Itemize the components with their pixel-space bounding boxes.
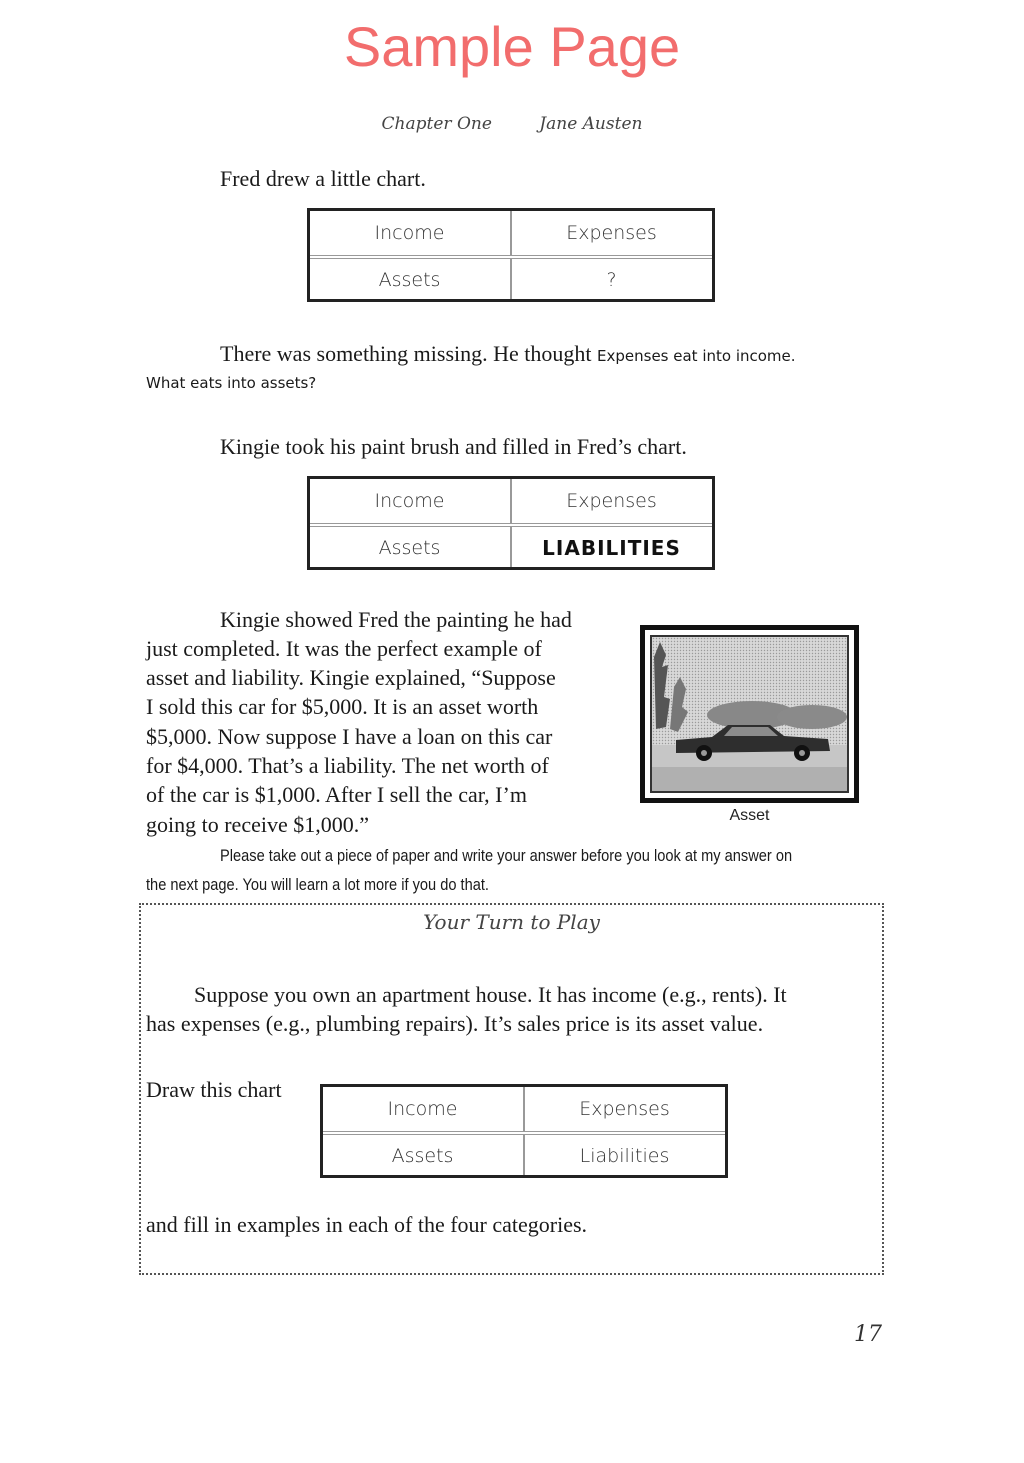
paragraph-kingie-paint: Kingie took his paint brush and filled in Fred’s chart.: [220, 434, 687, 459]
running-head: [0, 114, 1024, 134]
chart-kingie: [307, 476, 715, 570]
chart-cell-income: Income: [387, 1098, 458, 1120]
chapter-label: Chapter One: [381, 114, 492, 134]
your-turn-title: Your Turn to Play: [423, 910, 600, 934]
chart-cell-missing: ?: [606, 269, 617, 291]
turn-body-line-1: Suppose you own an apartment house. It has income (e.g., rents). It: [194, 982, 787, 1007]
chart-cell-expenses: Expenses: [566, 222, 657, 244]
story-line: going to receive $1,000.”: [146, 812, 369, 837]
chart-cell-assets: Assets: [378, 269, 441, 291]
story-line: I sold this car for $5,000. It is an asset worth: [146, 694, 539, 719]
chart-your-turn: [320, 1084, 728, 1178]
story-line: of the car is $1,000. After I sell the car, I’m: [146, 782, 527, 807]
chart-fred: [307, 208, 715, 302]
sample-page-watermark: Sample Page: [343, 15, 681, 78]
paragraph-missing-text: There was something missing. He thought: [220, 341, 598, 366]
chart-cell-assets: Assets: [391, 1145, 454, 1167]
chart-cell-liabilities: LIABILITIES: [542, 536, 681, 560]
chart-cell-income: Income: [374, 490, 445, 512]
turn-closing: and fill in examples in each of the four categories.: [146, 1212, 588, 1237]
story-line: for $4,000. That’s a liability. The net worth of: [146, 753, 549, 778]
chart-cell-expenses: Expenses: [566, 490, 657, 512]
car-photo-frame: [640, 625, 859, 803]
story-line: Kingie showed Fred the painting he had: [220, 607, 572, 632]
thought-line-2: What eats into assets?: [146, 374, 317, 392]
page-number: 17: [854, 1322, 882, 1347]
draw-chart-label: Draw this chart: [146, 1077, 282, 1102]
instruction-line-2: the next page. You will learn a lot more if you do that.: [146, 875, 489, 894]
paragraph-fred-chart: Fred drew a little chart.: [220, 166, 426, 191]
chart-cell-expenses: Expenses: [579, 1098, 670, 1120]
photo-caption: Asset: [729, 807, 770, 824]
thought-line-1: Expenses eat into income.: [597, 347, 796, 365]
story-line: asset and liability. Kingie explained, “Suppose: [146, 665, 556, 690]
turn-body-line-2: has expenses (e.g., plumbing repairs). It’s sales price is its asset value.: [146, 1011, 764, 1036]
instruction-line-1: Please take out a piece of paper and write your answer before you look at my answer on: [220, 846, 793, 865]
author-label: Jane Austen: [539, 114, 643, 134]
story-line: just completed. It was the perfect example of: [146, 636, 542, 661]
chart-cell-assets: Assets: [378, 537, 441, 559]
chart-cell-liabilities: Liabilities: [579, 1145, 670, 1167]
story-line: $5,000. Now suppose I have a loan on this car: [146, 724, 553, 749]
chart-cell-income: Income: [374, 222, 445, 244]
paragraph-missing: [220, 339, 796, 371]
car-photo: [650, 635, 849, 793]
